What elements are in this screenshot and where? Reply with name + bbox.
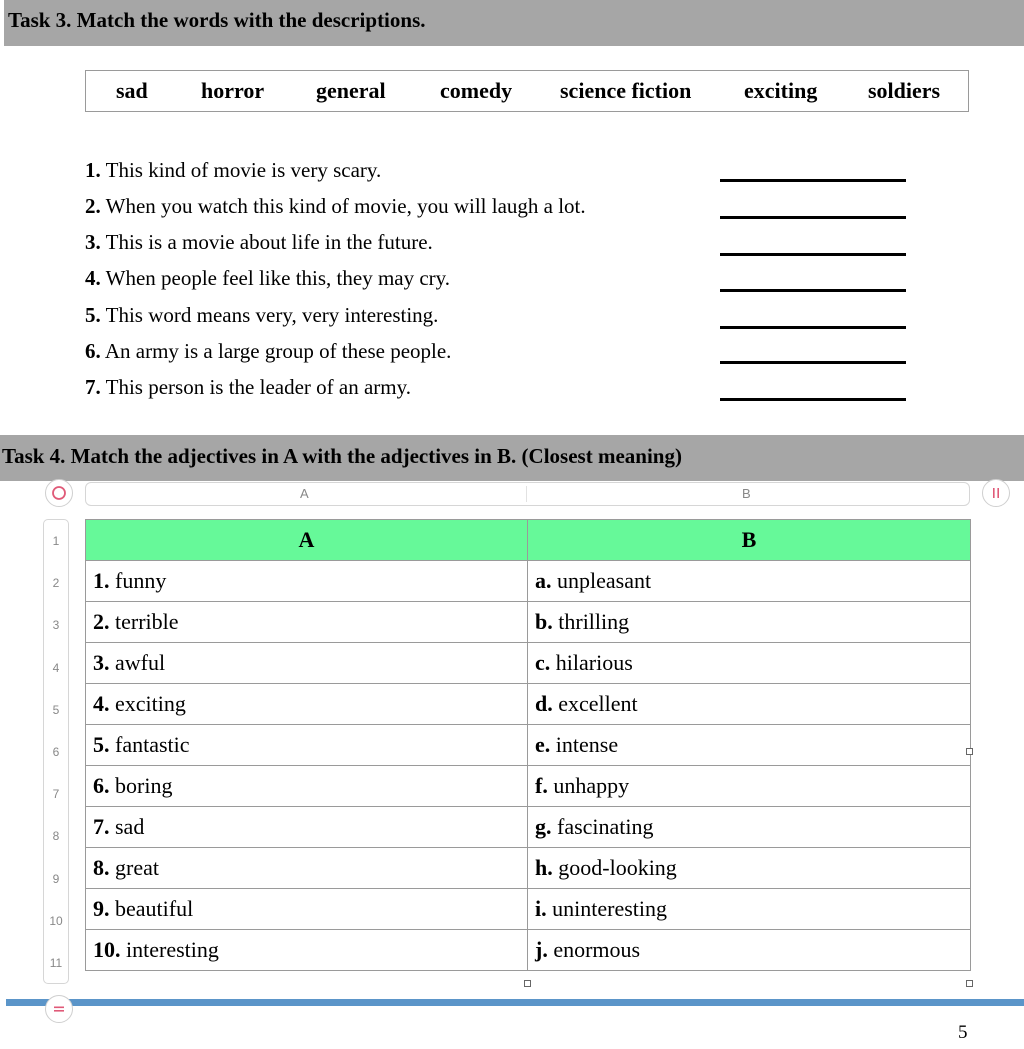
answer-blank[interactable] [720,253,906,256]
table-row [86,807,971,848]
page-divider-bar [6,999,1024,1006]
word-bank-item: science fiction [560,78,692,103]
question-item [85,303,438,328]
cell-a[interactable] [86,684,528,725]
row-number[interactable]: 9 [52,872,60,886]
cell-b[interactable] [528,725,971,766]
table-row [86,766,971,807]
answer-blank[interactable] [720,326,906,329]
item-word: sad [115,814,145,839]
word-bank-item: horror [201,78,265,103]
table-row [86,725,971,766]
cell-a[interactable] [86,561,528,602]
item-word: boring [115,773,173,798]
cell-a[interactable] [86,766,528,807]
item-word: unhappy [553,773,630,798]
row-number[interactable]: 1 [52,534,60,548]
cell-a[interactable] [86,725,528,766]
cell-b[interactable] [528,930,971,971]
item-letter: e. [535,732,551,757]
row-number[interactable]: 2 [52,576,60,590]
answer-blank[interactable] [720,179,906,182]
item-letter: j. [535,937,548,962]
answer-blank[interactable] [720,216,906,219]
question-item [85,158,381,183]
row-number[interactable]: 5 [52,703,60,717]
question-item [85,375,411,400]
question-item [85,230,433,255]
question-text: This word means very, very interesting. [105,303,439,327]
item-word: uninteresting [552,896,667,921]
cell-b[interactable] [528,889,971,930]
item-word: terrible [115,609,179,634]
cell-a[interactable] [86,643,528,684]
item-letter: h. [535,855,553,880]
task3-title: Task 3. Match the words with the descriptions. [4,0,1024,46]
question-number: 5. [85,303,101,327]
item-word: exciting [115,691,186,716]
item-number: 10. [93,937,121,962]
row-number[interactable]: 8 [52,829,60,843]
question-number: 4. [85,266,101,290]
question-number: 3. [85,230,101,254]
item-letter: c. [535,650,551,675]
answer-blank[interactable] [720,398,906,401]
item-number: 9. [93,896,110,921]
item-number: 8. [93,855,110,880]
word-bank [85,70,969,112]
question-item [85,339,451,364]
item-word: good-looking [558,855,677,880]
table-row [86,930,971,971]
cell-a[interactable] [86,930,528,971]
column-headers [85,482,970,506]
resize-handle-bottom[interactable] [524,980,531,987]
item-word: interesting [126,937,219,962]
page-number: 5 [958,1022,968,1043]
item-letter: f. [535,773,548,798]
answer-blank[interactable] [720,289,906,292]
question-text: An army is a large group of these people. [104,339,452,363]
item-word: great [115,855,159,880]
question-text: This is a movie about life in the future. [105,230,433,254]
header-cell-b[interactable]: B [528,520,971,561]
cell-b[interactable] [528,807,971,848]
item-word: fascinating [557,814,654,839]
question-number: 2. [85,194,101,218]
question-text: This person is the leader of an army. [105,375,411,399]
word-bank-item: exciting [744,78,818,103]
item-word: unpleasant [557,568,652,593]
item-word: thrilling [558,609,630,634]
matching-table [85,519,971,971]
column-header-b[interactable]: B [742,486,751,501]
table-row [86,848,971,889]
item-word: awful [115,650,166,675]
row-number[interactable]: 10 [49,914,63,928]
resize-handle-right[interactable] [966,748,973,755]
item-word: hilarious [555,650,633,675]
row-reorder-handle-icon[interactable] [45,995,73,1023]
item-letter: i. [535,896,547,921]
cell-b[interactable] [528,643,971,684]
table-row [86,602,971,643]
item-number: 6. [93,773,110,798]
word-bank-item: comedy [440,78,513,103]
item-word: fantastic [115,732,190,757]
item-word: intense [555,732,619,757]
table-row [86,561,971,602]
cell-b[interactable] [528,848,971,889]
item-word: beautiful [115,896,194,921]
header-cell-a[interactable]: A [86,520,528,561]
item-number: 3. [93,650,110,675]
row-headers [43,519,69,984]
column-pause-handle-icon[interactable] [982,479,1010,507]
cell-b[interactable] [528,602,971,643]
item-letter: d. [535,691,553,716]
cell-b[interactable] [528,561,971,602]
item-number: 5. [93,732,110,757]
item-letter: g. [535,814,552,839]
item-letter: a. [535,568,552,593]
item-word: funny [115,568,167,593]
question-number: 7. [85,375,101,399]
item-letter: b. [535,609,553,634]
row-number[interactable]: 7 [52,787,60,801]
question-text: This kind of movie is very scary. [105,158,382,182]
table-row [86,643,971,684]
item-number: 4. [93,691,110,716]
cell-a[interactable] [86,889,528,930]
item-word: enormous [553,937,641,962]
question-text: When you watch this kind of movie, you will laugh a lot. [105,194,586,218]
item-word: excellent [558,691,638,716]
task4-title: Task 4. Match the adjectives in A with the adjectives in B. (Closest meaning) [0,435,1024,481]
cell-a[interactable] [86,848,528,889]
table-header-row [86,520,971,561]
select-all-circle-icon[interactable] [45,479,73,507]
table-row [86,889,971,930]
row-number[interactable]: 6 [52,745,60,759]
word-bank-item: soldiers [868,78,941,103]
cell-b[interactable] [528,684,971,725]
item-number: 1. [93,568,110,593]
row-number[interactable]: 4 [52,661,60,675]
table-row [86,684,971,725]
question-item [85,194,586,219]
cell-a[interactable] [86,602,528,643]
item-number: 7. [93,814,110,839]
question-text: When people feel like this, they may cry. [105,266,451,290]
item-number: 2. [93,609,110,634]
resize-handle-corner[interactable] [966,980,973,987]
word-bank-item: general [316,78,386,103]
question-number: 6. [85,339,101,363]
row-number[interactable]: 11 [49,956,63,970]
answer-blank[interactable] [720,361,906,364]
question-item [85,266,450,291]
cell-a[interactable] [86,807,528,848]
word-bank-item: sad [116,78,148,103]
cell-b[interactable] [528,766,971,807]
row-number[interactable]: 3 [52,618,60,632]
question-number: 1. [85,158,101,182]
column-header-a[interactable]: A [300,486,309,501]
